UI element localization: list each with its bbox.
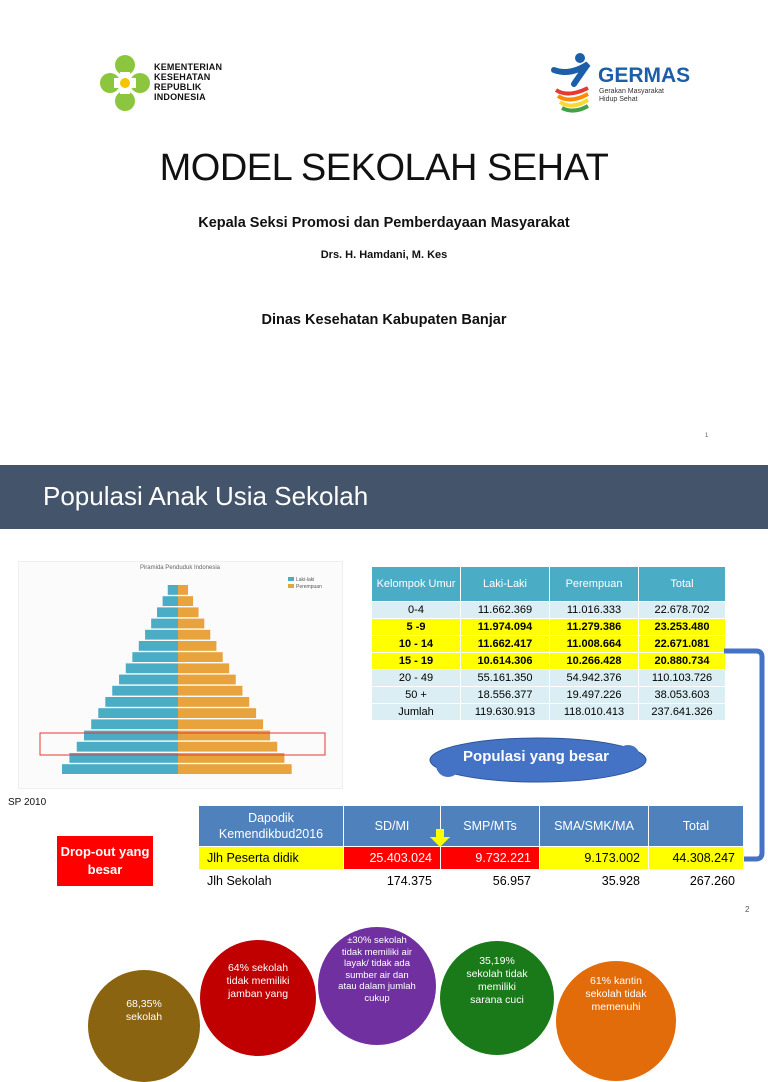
cell-value: 56.957 [441, 870, 540, 893]
stat-circle [200, 940, 316, 1056]
table-row [372, 619, 726, 636]
source-note: SP 2010 [8, 797, 47, 808]
pyramid-bar-female [178, 641, 216, 651]
kemenkes-line: REPUBLIK [154, 82, 202, 92]
table-row [372, 670, 726, 687]
stat-circle [440, 941, 554, 1055]
col-header: Perempuan [550, 567, 639, 602]
germas-figure-icon [548, 50, 598, 114]
cell-value: 50 + [372, 687, 461, 704]
pyramid-bar-male [139, 641, 178, 651]
legend-swatch-male [288, 577, 294, 581]
col-header: Dapodik Kemendikbud2016 [199, 806, 344, 847]
pyramid-bar-female [178, 607, 199, 617]
cell-value: 11.662.417 [461, 636, 550, 653]
presenter-position: Kepala Seksi Promosi dan Pemberdayaan Masyarakat [198, 215, 570, 231]
population-pyramid-chart [18, 561, 343, 789]
cell-value: Jumlah [372, 704, 461, 721]
presenter-name: Drs. H. Hamdani, M. Kes [320, 249, 448, 261]
pyramid-bar-female [178, 596, 193, 606]
cell-value: 55.161.350 [461, 670, 550, 687]
school-table [198, 805, 744, 893]
row-label: Jlh Peserta didik [199, 847, 344, 870]
pyramid-bar-male [119, 675, 178, 685]
cell-value: 9.173.002 [540, 847, 649, 870]
cell-value: 22.678.702 [639, 602, 726, 619]
pyramid-bar-male [168, 585, 178, 595]
kemenkes-name [154, 62, 222, 102]
page-number: 1 [705, 433, 709, 439]
stat-circle [88, 970, 200, 1082]
cell-value: 237.641.326 [639, 704, 726, 721]
cell-value: 5 -9 [372, 619, 461, 636]
cell-value: 11.974.094 [461, 619, 550, 636]
col-header: Total [639, 567, 726, 602]
pyramid-bar-male [62, 764, 178, 774]
stat-circle-text: 35,19% sekolah tidak memiliki sarana cuci [466, 955, 528, 1006]
table-row [199, 847, 744, 870]
pyramid-bar-female [178, 619, 204, 629]
cell-value: 54.942.376 [550, 670, 639, 687]
legend-female-label: Perempuan [296, 584, 322, 590]
col-header: Kelompok Umur [372, 567, 461, 602]
pyramid-bar-male [77, 742, 178, 752]
pyramid-bar-female [178, 742, 277, 752]
stat-circle-text: ±30% sekolah tidak memiliki air layak/ tidak ada sumber air dan atau dalam jumlah cukup [338, 935, 416, 1004]
table-row [372, 704, 726, 721]
row-label: Jlh Sekolah [199, 870, 344, 893]
pyramid-bar-male [112, 686, 178, 696]
cell-value: 110.103.726 [639, 670, 726, 687]
cell-value: 22.671.081 [639, 636, 726, 653]
kemenkes-line: INDONESIA [154, 92, 206, 102]
cell-value: 119.630.913 [461, 704, 550, 721]
pyramid-bar-male [105, 697, 178, 707]
kemenkes-emblem-icon [96, 52, 154, 114]
legend-male-label: Laki-laki [296, 577, 315, 583]
pyramid-bar-female [178, 686, 242, 696]
kemenkes-logo [96, 52, 236, 114]
pyramid-bar-male [69, 753, 178, 763]
cell-value: 10 - 14 [372, 636, 461, 653]
pyramid-bar-male [132, 652, 178, 662]
pyramid-bar-female [178, 764, 292, 774]
pyramid-bar-female [178, 675, 236, 685]
pyramid-bar-female [178, 663, 229, 673]
dropout-callout: Drop-out yang besar [57, 836, 153, 886]
cell-value: 44.308.247 [649, 847, 744, 870]
slide-heading: Populasi Anak Usia Sekolah [43, 481, 369, 511]
pyramid-bar-male [163, 596, 178, 606]
pyramid-bar-female [178, 585, 188, 595]
cell-value: 10.614.306 [461, 653, 550, 670]
pyramid-bar-male [151, 619, 178, 629]
slide-population [0, 465, 768, 1024]
pyramid-bar-female [178, 708, 256, 718]
pyramid-bar-male [91, 719, 178, 729]
table-row [372, 653, 726, 670]
germas-tagline-line: Gerakan Masyarakat [599, 88, 664, 95]
pyramid-svg [18, 561, 343, 789]
cell-value: 0-4 [372, 602, 461, 619]
cell-value: 10.266.428 [550, 653, 639, 670]
germas-name: GERMAS [598, 64, 691, 87]
page-number: 2 [745, 905, 750, 914]
cell-value: 11.008.664 [550, 636, 639, 653]
col-header: SD/MI [344, 806, 441, 847]
table-row [372, 687, 726, 704]
kemenkes-line: KEMENTERIAN [154, 62, 223, 72]
legend-swatch-female [288, 584, 294, 588]
pyramid-bar-female [178, 630, 210, 640]
slide-title-text: MODEL SEKOLAH SEHAT [159, 147, 609, 189]
col-header: SMA/SMK/MA [540, 806, 649, 847]
pyramid-bar-female [178, 697, 249, 707]
slide-header-bar [0, 465, 768, 529]
cell-value: 25.403.024 [344, 847, 441, 870]
cell-value: 23.253.480 [639, 619, 726, 636]
cell-value: 35.928 [540, 870, 649, 893]
cell-value: 19.497.226 [550, 687, 639, 704]
cell-value: 38.053.603 [639, 687, 726, 704]
callout-label: Populasi yang besar [463, 748, 609, 765]
cell-value: 174.375 [344, 870, 441, 893]
cell-value: 15 - 19 [372, 653, 461, 670]
stat-circle-text: 68,35% sekolah [125, 998, 163, 1023]
cell-value: 11.279.386 [550, 619, 639, 636]
germas-tagline [599, 88, 664, 104]
germas-logo [548, 50, 691, 114]
cell-value: 18.556.377 [461, 687, 550, 704]
table-row [372, 636, 726, 653]
pyramid-bar-male [145, 630, 178, 640]
col-header: Total [649, 806, 744, 847]
stat-circle-text: 64% sekolah tidak memiliki jamban yang [226, 962, 290, 1000]
kemenkes-line: KESEHATAN [154, 72, 211, 82]
col-header: Laki-Laki [461, 567, 550, 602]
stat-circle [556, 961, 676, 1081]
cell-value: 20.880.734 [639, 653, 726, 670]
pyramid-bar-female [178, 652, 223, 662]
pyramid-bar-female [178, 753, 284, 763]
population-table [371, 566, 726, 721]
cell-value: 9.732.221 [441, 847, 540, 870]
col-header: SMP/MTs [441, 806, 540, 847]
cell-value: 267.260 [649, 870, 744, 893]
table-row [199, 870, 744, 893]
stat-circle-text: 61% kantin sekolah tidak memenuhi [585, 975, 647, 1013]
cell-value: 118.010.413 [550, 704, 639, 721]
pyramid-bar-male [84, 731, 178, 741]
pyramid-bar-male [98, 708, 178, 718]
cell-value: 20 - 49 [372, 670, 461, 687]
population-table-body [372, 602, 726, 721]
pyramid-bar-female [178, 731, 270, 741]
pyramid-title: Piramida Penduduk Indonesia [139, 565, 221, 571]
germas-tagline-line: Hidup Sehat [599, 96, 638, 103]
pyramid-bar-male [126, 663, 178, 673]
cell-value: 11.662.369 [461, 602, 550, 619]
cell-value: 11.016.333 [550, 602, 639, 619]
pyramid-bar-female [178, 719, 263, 729]
institution-name: Dinas Kesehatan Kabupaten Banjar [261, 312, 507, 328]
table-row [372, 602, 726, 619]
stat-circle [318, 927, 436, 1045]
down-arrow-icon [430, 829, 450, 847]
pyramid-bar-male [157, 607, 178, 617]
slide-title [0, 0, 768, 465]
